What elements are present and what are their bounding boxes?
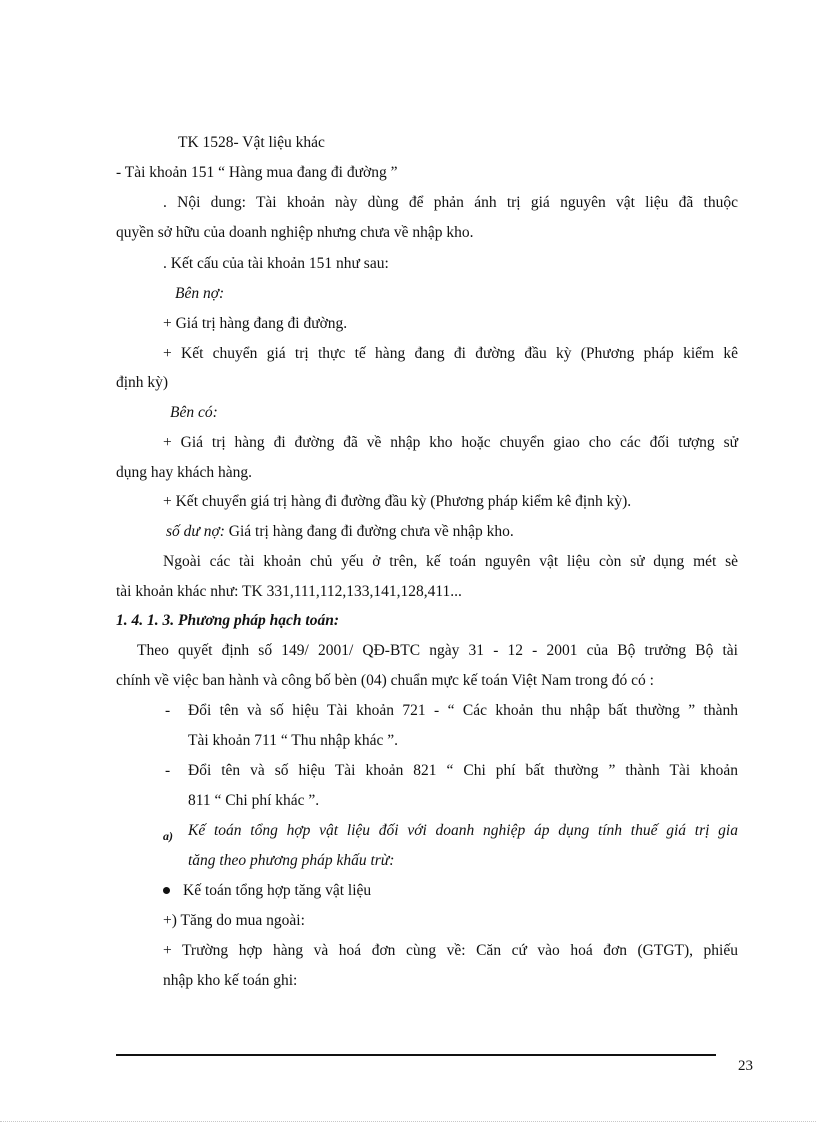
page-number: 23 — [738, 1058, 753, 1074]
account-151-title: - Tài khoản 151 “ Hàng mua đang đi đường ” — [116, 164, 398, 181]
balance-text: Giá trị hàng đang đi đường chưa về nhập kho. — [224, 523, 514, 540]
dash-marker-1: - — [165, 702, 171, 719]
decision-line-2: chính về việc ban hành và công bố bèn (04) chuẩn mực kế toán Việt Nam trong đó có : — [116, 672, 654, 689]
case-line-2: nhập kho kế toán ghi: — [163, 972, 298, 989]
footer-rule — [116, 1054, 716, 1056]
case-line-1: + Trường hợp hàng và hoá đơn cùng về: Căn cứ vào hoá đơn (GTGT), phiếu — [163, 942, 738, 959]
dash-item-2-line-1: Đổi tên và số hiệu Tài khoản 821 “ Chi phí bất thường ” thành Tài khoản — [188, 762, 738, 779]
section-heading: 1. 4. 1. 3. Phương pháp hạch toán: — [116, 612, 340, 629]
dash-marker-2: - — [165, 762, 171, 779]
other-accounts-line-1: Ngoài các tài khoản chủ yếu ở trên, kế toán nguyên vật liệu còn sử dụng mét sè — [163, 553, 738, 570]
balance-label: số dư nợ: — [166, 523, 225, 540]
credit-item-1-line-2: dụng hay khách hàng. — [116, 464, 253, 481]
content-paragraph-line-2: quyền sở hữu của doanh nghiệp nhưng chưa về nhập kho. — [116, 224, 474, 241]
credit-item-1-line-1: + Giá trị hàng đi đường đã về nhập kho hoặc chuyển giao cho các đối tượng sử — [163, 434, 738, 451]
balance-line — [166, 522, 514, 542]
bullet-icon — [163, 887, 170, 894]
bullet-item: Kế toán tổng hợp tăng vật liệu — [183, 882, 372, 899]
debit-item-1: + Giá trị hàng đang đi đường. — [163, 315, 348, 332]
dash-item-1-line-2: Tài khoản 711 “ Thu nhập khác ”. — [188, 732, 399, 749]
credit-heading: Bên có: — [170, 404, 218, 421]
account-1528-line: TK 1528- Vật liệu khác — [178, 134, 325, 151]
item-a-marker: a) — [163, 829, 173, 843]
dash-item-1-line-1: Đổi tên và số hiệu Tài khoản 721 - “ Các khoản thu nhập bất thường ” thành — [188, 702, 738, 719]
item-a-line-1: Kế toán tổng hợp vật liệu đối với doanh nghiệp áp dụng tính thuế giá trị gia — [188, 822, 738, 839]
other-accounts-line-2: tài khoản khác như: TK 331,111,112,133,141,128,411... — [116, 583, 462, 600]
structure-line: . Kết cấu của tài khoản 151 như sau: — [163, 255, 389, 272]
debit-heading: Bên nợ: — [175, 285, 225, 302]
credit-item-2: + Kết chuyển giá trị hàng đi đường đầu kỳ (Phương pháp kiểm kê định kỳ). — [163, 493, 632, 510]
debit-item-2-line-1: + Kết chuyển giá trị thực tế hàng đang đi đường đầu kỳ (Phương pháp kiểm kê — [163, 345, 738, 362]
item-a-line-2: tăng theo phương pháp khấu trừ: — [188, 852, 395, 869]
content-paragraph-line-1: . Nội dung: Tài khoản này dùng để phản ánh trị giá nguyên vật liệu đã thuộc — [163, 194, 738, 211]
debit-item-2-line-2: định kỳ) — [116, 374, 169, 391]
dash-item-2-line-2: 811 “ Chi phí khác ”. — [188, 792, 320, 809]
decision-line-1: Theo quyết định số 149/ 2001/ QĐ-BTC ngày 31 - 12 - 2001 của Bộ trưởng Bộ tài — [137, 642, 738, 659]
purchase-line: +) Tăng do mua ngoài: — [163, 912, 305, 929]
page-edge-divider — [0, 1121, 816, 1122]
